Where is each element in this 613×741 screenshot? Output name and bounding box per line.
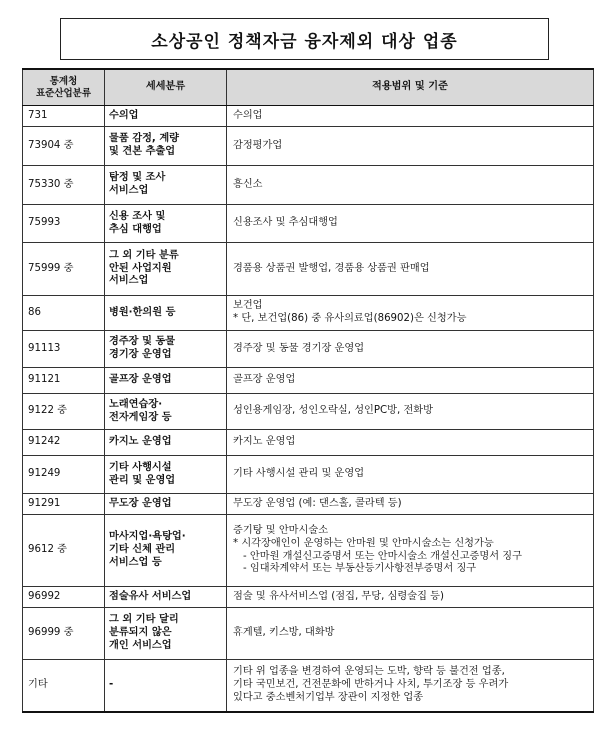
- header-category: 세세분류: [105, 69, 227, 106]
- industry-code-cell: [23, 331, 105, 368]
- industry-code: 91249: [28, 468, 61, 480]
- scope-cell: [227, 205, 594, 243]
- category-line: 전자게임장 등: [109, 411, 172, 423]
- category-cell: [105, 296, 227, 331]
- scope-cell: [227, 430, 594, 456]
- industry-code: 96992: [28, 590, 61, 602]
- table-header-row: [23, 69, 594, 106]
- industry-code-cell: [23, 368, 105, 394]
- table-row: [23, 331, 594, 368]
- category-line: 마사지업·욕탕업·: [109, 531, 186, 543]
- scope-line: 성인용게임장, 성인오락실, 성인PC방, 전화방: [233, 405, 433, 417]
- industry-code-cell: [23, 106, 105, 127]
- category-cell: [105, 127, 227, 166]
- scope-line: 있다고 중소벤처기업부 장관이 지정한 업종: [233, 691, 424, 703]
- industry-code: 91121: [28, 374, 61, 386]
- scope-cell: [227, 587, 594, 608]
- industry-code-cell: [23, 660, 105, 712]
- scope-line: 무도장 운영업 (예: 댄스홀, 콜라텍 등): [233, 497, 402, 509]
- scope-line: 기타 위 업종을 변경하여 운영되는 도박, 향락 등 불건전 업종,: [233, 666, 505, 678]
- scope-line: 수의업: [233, 109, 263, 121]
- scope-cell: [227, 660, 594, 712]
- scope-line: 기타 사행시설 관리 및 운영업: [233, 468, 365, 480]
- table-row: [23, 166, 594, 205]
- category-cell: [105, 430, 227, 456]
- category-line: 노래연습장·: [109, 398, 163, 410]
- page-title: 소상공인 정책자금 융자제외 대상 업종: [60, 18, 549, 60]
- category-cell: [105, 456, 227, 494]
- category-line: 무도장 운영업: [109, 497, 172, 509]
- industry-code: 91291: [28, 497, 61, 509]
- category-cell: [105, 106, 227, 127]
- category-cell: [105, 608, 227, 660]
- scope-line: 카지노 운영업: [233, 436, 296, 448]
- category-cell: [105, 368, 227, 394]
- scope-cell: [227, 368, 594, 394]
- industry-code: 9612 중: [28, 544, 68, 556]
- table-row: [23, 394, 594, 430]
- industry-code: 731: [28, 109, 48, 121]
- industry-code-cell: [23, 166, 105, 205]
- scope-line: 휴게텔, 키스방, 대화방: [233, 627, 335, 639]
- scope-line: 점술 및 유사서비스업 (점집, 무당, 심령술집 등): [233, 590, 444, 602]
- category-cell: [105, 660, 227, 712]
- scope-line: 증기탕 및 안마시술소: [233, 525, 329, 536]
- category-line: 서비스업: [109, 275, 149, 287]
- table-row: [23, 430, 594, 456]
- category-line: 개인 서비스업: [109, 639, 172, 651]
- category-line: 안된 사업지원: [109, 262, 172, 274]
- category-line: 기타 사행시설: [109, 461, 172, 473]
- category-line: 그 외 기타 달리: [109, 614, 179, 626]
- scope-line: 경품용 상품권 발행업, 경품용 상품권 판매업: [233, 262, 430, 274]
- category-line: 병원·한의원 등: [109, 306, 176, 318]
- excluded-industries-table: [22, 68, 594, 713]
- industry-code: 75999 중: [28, 262, 74, 274]
- industry-code-cell: [23, 494, 105, 515]
- table-row: [23, 205, 594, 243]
- scope-cell: [227, 166, 594, 205]
- category-line: 분류되지 않은: [109, 627, 172, 639]
- industry-code-cell: [23, 608, 105, 660]
- category-line: 추심 대행업: [109, 223, 162, 235]
- scope-cell: [227, 394, 594, 430]
- header-code-line2: 표준산업분류: [35, 87, 92, 99]
- scope-cell: [227, 494, 594, 515]
- table-row: [23, 456, 594, 494]
- scope-line: 기타 국민보건, 건전문화에 반하거나 사치, 투기조장 등 우려가: [233, 678, 509, 690]
- table-row: [23, 243, 594, 296]
- industry-code: 75993: [28, 217, 61, 229]
- category-line: 수의업: [109, 109, 139, 121]
- header-code-line1: 통계청: [49, 76, 78, 88]
- scope-cell: [227, 456, 594, 494]
- industry-code-cell: [23, 243, 105, 296]
- industry-code: 9122 중: [28, 405, 68, 417]
- category-line: 그 외 기타 분류: [109, 249, 179, 261]
- table-row: [23, 296, 594, 331]
- category-line: -: [109, 678, 114, 690]
- industry-code-cell: [23, 515, 105, 587]
- industry-code: 86: [28, 306, 41, 318]
- category-cell: [105, 494, 227, 515]
- table-row: [23, 587, 594, 608]
- industry-code: 75330 중: [28, 178, 74, 190]
- table-row: [23, 127, 594, 166]
- scope-line: 골프장 운영업: [233, 374, 296, 386]
- scope-cell: [227, 296, 594, 331]
- scope-cell: [227, 243, 594, 296]
- category-cell: [105, 515, 227, 587]
- category-line: 및 견본 추출업: [109, 146, 176, 157]
- category-line: 서비스업: [109, 185, 149, 196]
- industry-code-cell: [23, 587, 105, 608]
- industry-code-cell: [23, 430, 105, 456]
- category-line: 서비스업 등: [109, 556, 162, 568]
- table-row: [23, 368, 594, 394]
- category-line: 물품 감정, 계량: [109, 133, 180, 145]
- table-row: [23, 106, 594, 127]
- scope-cell: [227, 106, 594, 127]
- category-line: 골프장 운영업: [109, 374, 172, 386]
- category-cell: [105, 243, 227, 296]
- table-row: [23, 660, 594, 712]
- category-line: 기타 신체 관리: [109, 544, 176, 556]
- category-line: 카지노 운영업: [109, 436, 172, 448]
- scope-line: * 시각장애인이 운영하는 안마원 및 안마시술소는 신청가능: [233, 537, 494, 549]
- category-line: 경주장 및 동물: [109, 336, 176, 348]
- category-cell: [105, 331, 227, 368]
- industry-code: 73904 중: [28, 139, 74, 151]
- scope-line: 흥신소: [233, 178, 263, 190]
- industry-code-cell: [23, 127, 105, 166]
- industry-code: 96999 중: [28, 627, 74, 639]
- category-cell: [105, 587, 227, 608]
- table-row: [23, 515, 594, 587]
- category-line: 신용 조사 및: [109, 210, 166, 222]
- category-line: 점술유사 서비스업: [109, 590, 192, 602]
- industry-code: 기타: [28, 678, 48, 690]
- industry-code-cell: [23, 456, 105, 494]
- scope-cell: [227, 515, 594, 587]
- category-cell: [105, 394, 227, 430]
- category-line: 경기장 운영업: [109, 349, 172, 360]
- scope-line: - 안마원 개설신고증명서 또는 안마시술소 개설신고증명서 징구: [243, 550, 522, 562]
- category-cell: [105, 166, 227, 205]
- table-row: [23, 494, 594, 515]
- scope-line: * 단, 보건업(86) 중 유사의료업(86902)은 신청가능: [233, 313, 467, 324]
- category-cell: [105, 205, 227, 243]
- industry-code: 91113: [28, 342, 61, 354]
- table-row: [23, 608, 594, 660]
- scope-line: 신용조사 및 추심대행업: [233, 217, 338, 229]
- scope-line: - 임대차계약서 또는 부동산등기사항전부증명서 징구: [243, 563, 477, 575]
- scope-cell: [227, 127, 594, 166]
- header-scope: 적용범위 및 기준: [227, 69, 594, 106]
- scope-line: 감정평가업: [233, 139, 283, 151]
- header-industry-code: [23, 69, 105, 106]
- scope-cell: [227, 608, 594, 660]
- industry-code: 91242: [28, 436, 61, 448]
- scope-cell: [227, 331, 594, 368]
- scope-line: 경주장 및 동물 경기장 운영업: [233, 342, 365, 354]
- industry-code-cell: [23, 394, 105, 430]
- category-line: 탐정 및 조사: [109, 172, 166, 184]
- scope-line: 보건업: [233, 300, 263, 312]
- industry-code-cell: [23, 205, 105, 243]
- category-line: 관리 및 운영업: [109, 474, 176, 486]
- industry-code-cell: [23, 296, 105, 331]
